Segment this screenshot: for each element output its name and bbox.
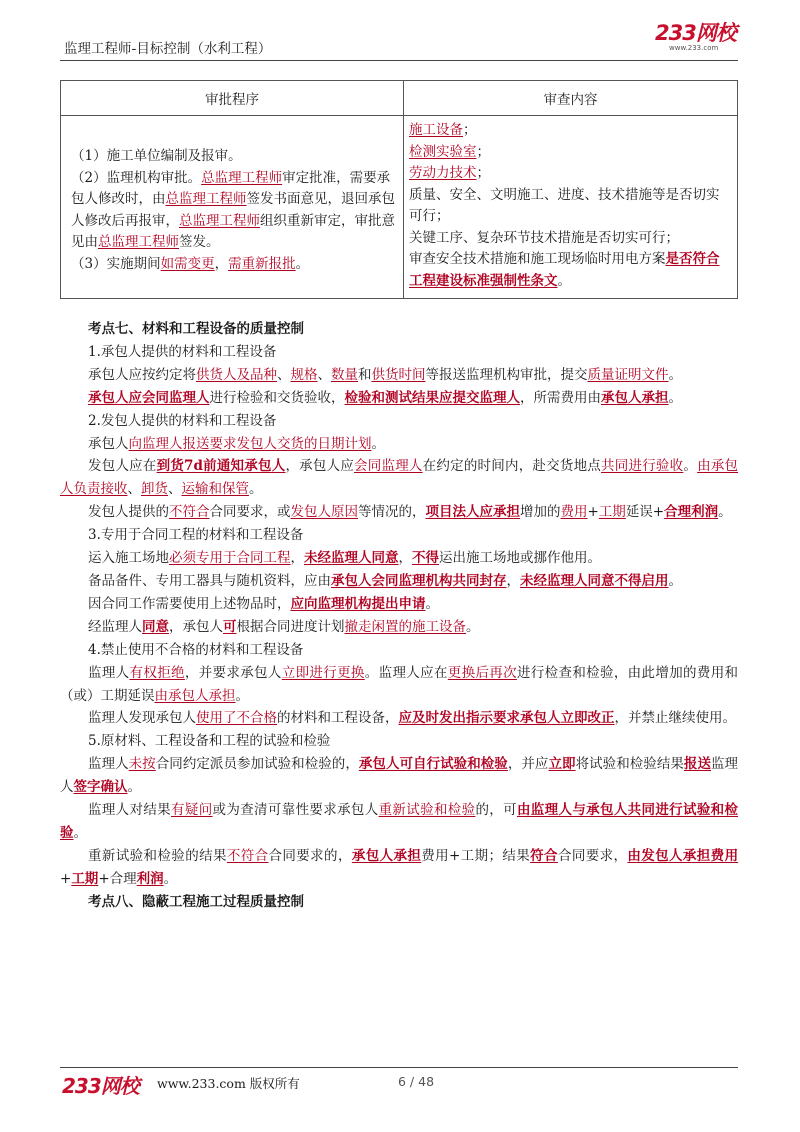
text-run: +合理 bbox=[98, 870, 137, 887]
text-run: 延误+ bbox=[625, 504, 665, 521]
highlighted-term: 运输和保管 bbox=[181, 481, 249, 498]
brand-logo-url: www.233.com bbox=[669, 44, 719, 52]
text-run: 监理人 bbox=[60, 756, 739, 796]
text-run: 重新试验和检验的结果 bbox=[88, 847, 227, 864]
paragraph bbox=[60, 524, 738, 547]
highlighted-term: 数量 bbox=[331, 366, 358, 383]
highlighted-term: 会同监理人 bbox=[354, 458, 423, 475]
paragraph bbox=[60, 364, 738, 387]
highlighted-key-term: 承包人承担 bbox=[601, 389, 669, 406]
highlighted-term: 供货时间 bbox=[371, 366, 426, 383]
text-run: 3.专用于合同工程的材料和工程设备 bbox=[88, 527, 304, 544]
paragraph bbox=[60, 570, 738, 593]
content-item bbox=[409, 228, 731, 250]
highlighted-term: 由承包人负责接收 bbox=[60, 458, 739, 498]
text-run: 。 bbox=[718, 504, 732, 521]
text-run: 签发。 bbox=[179, 234, 220, 250]
paragraph bbox=[60, 410, 738, 433]
paragraph bbox=[60, 799, 738, 845]
text-run: 。 bbox=[163, 870, 178, 887]
document-body bbox=[60, 318, 738, 914]
highlighted-key-term: 承包人会同监理机构共同封存 bbox=[331, 572, 507, 589]
highlighted-key-term: 不得 bbox=[412, 550, 439, 567]
highlighted-key-term: 由发包人承担费用 bbox=[627, 847, 739, 864]
highlighted-term: 检测实验室 bbox=[409, 143, 477, 160]
highlighted-term: 有疑问 bbox=[171, 802, 213, 819]
text-run: ，并要求承包人 bbox=[184, 664, 282, 681]
text-run: ，并禁止继续使用。 bbox=[614, 710, 736, 727]
text-run: ，并应 bbox=[507, 756, 549, 773]
text-run: 进行检验和交货验收， bbox=[209, 389, 345, 406]
text-run: 。 bbox=[557, 272, 571, 289]
text-run: 承包人 bbox=[88, 435, 129, 452]
text-run: 审查安全技术措施和施工现场临时用电方案 bbox=[409, 251, 666, 267]
highlighted-key-term: 项目法人应承担 bbox=[425, 504, 520, 521]
highlighted-term: 总监理工程师 bbox=[201, 169, 283, 186]
content-item bbox=[409, 249, 731, 292]
text-run: 合同要求，或 bbox=[209, 504, 291, 521]
text-run: 。 bbox=[683, 458, 698, 475]
text-run: 合同要求的， bbox=[268, 847, 352, 864]
text-run: ， bbox=[290, 550, 304, 567]
highlighted-key-term: 承包人承担 bbox=[351, 847, 422, 864]
highlighted-term: 劳动力技术 bbox=[409, 165, 477, 181]
highlighted-term: 更换后再次 bbox=[447, 664, 517, 681]
highlighted-key-term: 立即 bbox=[548, 756, 576, 773]
highlighted-term: 撤走闲置的施工设备 bbox=[344, 618, 466, 635]
section-heading bbox=[60, 318, 738, 341]
highlighted-key-term: 应向监理机构提出申请 bbox=[290, 595, 426, 612]
paragraph bbox=[60, 387, 738, 410]
text-run: 监理人 bbox=[88, 756, 129, 773]
paragraph bbox=[60, 616, 738, 639]
procedure-step bbox=[71, 168, 397, 254]
text-run: 和 bbox=[358, 366, 372, 383]
text-run: 监理人发现承包人 bbox=[88, 710, 196, 727]
highlighted-term: 发包人原因 bbox=[290, 504, 358, 521]
highlighted-term: 使用了不合格 bbox=[196, 710, 277, 727]
highlighted-term: 未按 bbox=[128, 756, 156, 773]
text-run: 。 bbox=[668, 572, 682, 589]
highlighted-term: 重新试验和检验 bbox=[378, 802, 476, 819]
text-run: （2）监理机构审批。 bbox=[71, 169, 202, 186]
brand-logo bbox=[655, 22, 739, 52]
text-run: 运入施工场地 bbox=[88, 550, 169, 567]
table-header-content: 审查内容 bbox=[404, 81, 738, 116]
footer-divider bbox=[60, 1067, 738, 1068]
content-item bbox=[409, 185, 731, 228]
text-run: 经监理人 bbox=[88, 618, 142, 635]
text-run: 审定批准，需要承包人修改时，由 bbox=[71, 169, 391, 207]
paragraph bbox=[60, 845, 738, 891]
highlighted-term: 卸货 bbox=[141, 481, 168, 498]
footer-copyright: www.233.com 版权所有 bbox=[157, 1076, 300, 1091]
text-run: 。 bbox=[249, 481, 263, 498]
paragraph bbox=[60, 501, 738, 524]
text-run: 、 bbox=[317, 366, 331, 383]
highlighted-term: 总监理工程师 bbox=[179, 212, 260, 229]
paragraph bbox=[60, 341, 738, 364]
highlighted-term: 共同进行验收 bbox=[601, 458, 684, 475]
highlighted-key-term: 利润 bbox=[136, 870, 164, 887]
highlighted-term: 不符合 bbox=[226, 847, 269, 864]
footer-logo: 233网校 bbox=[62, 1074, 139, 1098]
text-run: 将试验和检验结果 bbox=[575, 756, 684, 773]
highlighted-key-term: 是否符合工程建设标准强制性条文 bbox=[409, 251, 720, 289]
text-run: 签发书面意见，退回承包人修改后再报审， bbox=[71, 191, 395, 229]
text-run: 。 bbox=[295, 255, 310, 272]
highlighted-term: 立即进行更换 bbox=[281, 664, 365, 681]
highlighted-term: 向监理人报送要求发包人交货的日期计划 bbox=[128, 435, 372, 452]
highlighted-term: 供货人及品种 bbox=[196, 366, 277, 383]
page-number: 6 / 48 bbox=[398, 1074, 435, 1089]
text-run: 考点七、材料和工程设备的质量控制 bbox=[88, 321, 304, 337]
text-run: 2.发包人提供的材料和工程设备 bbox=[88, 412, 277, 429]
highlighted-term: 如需变更 bbox=[160, 255, 215, 272]
paragraph bbox=[60, 593, 738, 616]
paragraph bbox=[60, 547, 738, 570]
highlighted-term: 工期 bbox=[598, 504, 626, 521]
text-run: ， bbox=[506, 572, 520, 589]
text-run: 根据合同进度计划 bbox=[236, 618, 345, 635]
content-item bbox=[409, 120, 731, 142]
text-run: 或为查清可靠性要求承包人 bbox=[212, 802, 379, 819]
text-run: 的，可 bbox=[475, 802, 517, 819]
text-run: 、 bbox=[277, 366, 291, 383]
highlighted-key-term: 同意 bbox=[142, 618, 169, 635]
highlighted-key-term: 签字确认 bbox=[73, 779, 128, 796]
text-run: + bbox=[587, 504, 599, 521]
content-item bbox=[409, 163, 731, 185]
text-run: 组织重新审定，审批意见由 bbox=[71, 212, 395, 250]
text-run: 等情况的， bbox=[358, 504, 426, 521]
text-run: 发包人提供的 bbox=[88, 504, 169, 521]
document-header-title: 监理工程师-目标控制（水利工程） bbox=[64, 41, 272, 57]
paragraph bbox=[60, 707, 738, 730]
highlighted-key-term: 承包人应会同监理人 bbox=[88, 389, 210, 406]
text-run: 4.禁止使用不合格的材料和工程设备 bbox=[88, 641, 304, 658]
highlighted-key-term: 符合 bbox=[530, 847, 558, 864]
text-run: （1）施工单位编制及报审。 bbox=[71, 148, 242, 164]
text-run: ，承包人应 bbox=[285, 458, 355, 475]
text-run: 监理人 bbox=[88, 664, 130, 681]
text-run: 。 bbox=[425, 595, 439, 612]
paragraph bbox=[60, 639, 738, 662]
text-run: 运出施工场地或挪作他用。 bbox=[439, 550, 601, 567]
text-run: 合同约定派员参加试验和检验的， bbox=[155, 756, 359, 773]
table-header-row bbox=[61, 81, 738, 116]
text-run: 、 bbox=[168, 481, 182, 498]
text-run: 进行检查和检验，由此增加的费用和（或）工期延误 bbox=[60, 664, 739, 704]
text-run: ，承包人 bbox=[169, 618, 223, 635]
procedure-step bbox=[71, 254, 397, 276]
text-run: 发包人应在 bbox=[88, 458, 157, 475]
text-run: 的材料和工程设备， bbox=[277, 710, 399, 727]
highlighted-term: 总监理工程师 bbox=[98, 234, 179, 250]
highlighted-term: 施工设备 bbox=[409, 122, 463, 138]
highlighted-key-term: 到货7d前通知承包人 bbox=[156, 458, 286, 475]
text-run: 。 bbox=[127, 779, 141, 796]
highlighted-term: 有权拒绝 bbox=[129, 664, 185, 681]
highlighted-key-term: 报送 bbox=[683, 756, 712, 773]
text-run: 。 bbox=[466, 618, 480, 635]
highlighted-term: 不符合 bbox=[169, 504, 210, 521]
procedure-step bbox=[71, 146, 397, 168]
highlighted-key-term: 工期 bbox=[71, 870, 99, 887]
highlighted-key-term: 合理利润 bbox=[664, 504, 719, 521]
brand-logo-text: 233网校 bbox=[655, 21, 736, 45]
text-run: 。 bbox=[668, 389, 682, 406]
highlighted-key-term: 由监理人与承包人共同进行试验和检验 bbox=[60, 802, 739, 841]
text-run: 1.承包人提供的材料和工程设备 bbox=[88, 343, 277, 360]
text-run: 合同要求， bbox=[557, 847, 628, 864]
text-run: 考点八、隐蔽工程施工过程质量控制 bbox=[88, 893, 304, 910]
text-run: 。 bbox=[371, 435, 385, 452]
text-run: 、 bbox=[127, 481, 141, 498]
text-run: 承包人应按约定将 bbox=[88, 366, 196, 383]
text-run: ， bbox=[398, 550, 412, 567]
highlighted-key-term: 未经监理人同意 bbox=[304, 550, 399, 567]
paragraph bbox=[60, 753, 738, 799]
text-run: ； bbox=[476, 165, 490, 181]
text-run: ； bbox=[476, 143, 490, 160]
approval-table bbox=[60, 80, 738, 299]
highlighted-term: 费用 bbox=[560, 504, 588, 521]
highlighted-term: 质量证明文件 bbox=[587, 366, 669, 383]
text-run: 。监理人应在 bbox=[364, 664, 448, 681]
content-cell bbox=[404, 116, 738, 299]
highlighted-term: 由承包人承担 bbox=[154, 687, 236, 704]
highlighted-term: 需重新报批 bbox=[228, 255, 296, 272]
highlighted-key-term: 检验和测试结果应提交监理人 bbox=[344, 389, 520, 406]
paragraph bbox=[60, 455, 738, 501]
text-run: 5.原材料、工程设备和工程的试验和检验 bbox=[88, 733, 331, 750]
text-run: 在约定的时间内，赴交货地点 bbox=[422, 458, 602, 475]
text-run: + bbox=[60, 870, 72, 887]
text-run: （3）实施期间 bbox=[71, 255, 161, 272]
highlighted-term: 总监理工程师 bbox=[165, 191, 247, 207]
section-heading bbox=[60, 891, 738, 914]
header-divider bbox=[60, 60, 738, 61]
highlighted-key-term: 应及时发出指示要求承包人立即改正 bbox=[398, 710, 615, 727]
procedure-cell bbox=[61, 116, 404, 299]
text-run: 等报送监理机构审批，提交 bbox=[425, 366, 588, 383]
text-run: 增加的 bbox=[520, 504, 561, 521]
text-run: 。 bbox=[235, 687, 249, 704]
text-run: 因合同工作需要使用上述物品时， bbox=[88, 595, 291, 612]
table-row bbox=[61, 116, 738, 299]
text-run: ； bbox=[463, 122, 477, 138]
text-run: ， bbox=[214, 255, 229, 272]
text-run: 备品备件、专用工器具与随机资料，应由 bbox=[88, 572, 331, 589]
highlighted-key-term: 未经监理人同意不得启用 bbox=[520, 572, 669, 589]
text-run: ，所需费用由 bbox=[520, 389, 601, 406]
highlighted-term: 必须专用于合同工程 bbox=[169, 550, 291, 567]
paragraph bbox=[60, 730, 738, 753]
text-run: 关键工序、复杂环节技术措施是否切实可行； bbox=[409, 229, 679, 246]
text-run: 。 bbox=[668, 366, 682, 383]
highlighted-term: 规格 bbox=[290, 366, 318, 383]
text-run: 。 bbox=[73, 824, 87, 841]
content-item bbox=[409, 142, 731, 164]
highlighted-key-term: 承包人可自行试验和检验 bbox=[358, 756, 508, 773]
text-run: 质量、安全、文明施工、进度、技术措施等是否切实可行； bbox=[409, 186, 720, 224]
table-header-procedure: 审批程序 bbox=[61, 81, 404, 116]
paragraph bbox=[60, 433, 738, 456]
text-run: 监理人对结果 bbox=[88, 802, 172, 819]
text-run: 费用+工期；结果 bbox=[421, 847, 531, 864]
highlighted-key-term: 可 bbox=[223, 618, 237, 635]
paragraph bbox=[60, 662, 738, 708]
